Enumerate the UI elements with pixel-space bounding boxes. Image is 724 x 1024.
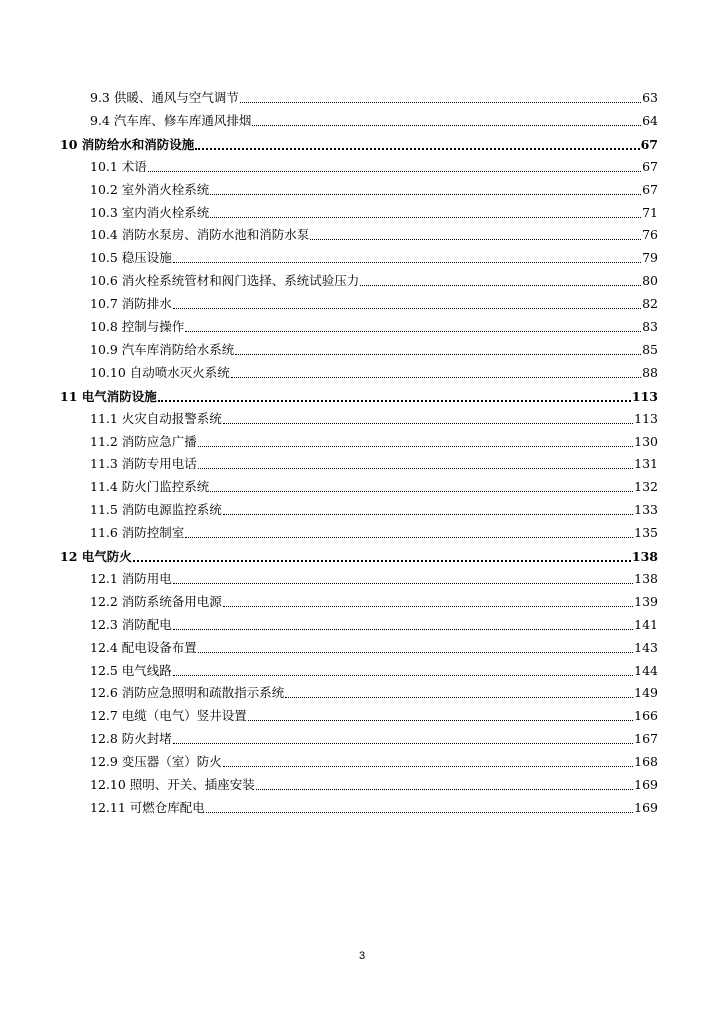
- toc-entry-page: 149: [634, 685, 658, 701]
- dot-leader: [195, 136, 639, 150]
- toc-chapter-entry[interactable]: [60, 388, 658, 405]
- toc-entry-title: 12.11 可燃仓库配电: [90, 799, 205, 815]
- toc-entry-title: 11.1 火灾自动报警系统: [90, 410, 222, 426]
- dot-leader: [231, 365, 641, 378]
- toc-entry-page: 85: [642, 341, 658, 357]
- toc-entry-page: 166: [634, 708, 658, 724]
- toc-entry-page: 88: [642, 364, 658, 380]
- dot-leader: [223, 754, 633, 767]
- toc-section-entry[interactable]: [90, 342, 658, 358]
- toc-section-entry[interactable]: [90, 525, 658, 541]
- toc-entry-page: 67: [640, 136, 658, 152]
- toc-section-entry[interactable]: [90, 365, 658, 381]
- dot-leader: [223, 411, 633, 424]
- toc-entry-title: 12.8 防火封堵: [90, 731, 172, 747]
- toc-entry-title: 11 电气消防设施: [60, 388, 157, 404]
- dot-leader: [198, 640, 633, 653]
- toc-entry-title: 11.2 消防应急广播: [90, 433, 197, 449]
- toc-section-entry[interactable]: [90, 640, 658, 656]
- toc-entry-title: 12.1 消防用电: [90, 570, 172, 586]
- toc-entry-page: 135: [634, 525, 658, 541]
- toc-entry-page: 83: [642, 319, 658, 334]
- toc-entry-page: 169: [634, 777, 658, 792]
- toc-section-entry[interactable]: [90, 411, 658, 427]
- toc-section-entry[interactable]: [90, 479, 658, 495]
- dot-leader: [173, 571, 633, 584]
- dot-leader: [148, 159, 641, 172]
- toc-entry-title: 10.8 控制与操作: [90, 319, 185, 334]
- toc-entry-page: 143: [634, 639, 658, 655]
- toc-entry-page: 139: [634, 593, 658, 609]
- toc-section-entry[interactable]: [90, 113, 658, 129]
- toc-entry-page: 76: [642, 227, 658, 243]
- toc-section-entry[interactable]: [90, 617, 658, 633]
- dot-leader: [285, 685, 633, 698]
- dot-leader: [173, 617, 633, 630]
- toc-entry-title: 11.6 消防控制室: [90, 525, 185, 541]
- toc-entry-page: 169: [634, 799, 658, 815]
- toc-entry-title: 10.9 汽车库消防给水系统: [90, 341, 235, 357]
- toc-entry-page: 64: [642, 112, 658, 128]
- dot-leader: [185, 319, 641, 332]
- toc-entry-page: 168: [634, 754, 658, 770]
- toc-entry-title: 10.7 消防排水: [90, 296, 172, 312]
- toc-entry-title: 12 电气防火: [60, 549, 132, 564]
- toc-section-entry[interactable]: [90, 708, 658, 724]
- toc-chapter-entry[interactable]: [60, 136, 658, 153]
- toc-entry-page: 80: [642, 273, 658, 289]
- toc-entry-title: 9.3 供暖、通风与空气调节: [90, 90, 239, 105]
- dot-leader: [158, 388, 631, 402]
- toc-entry-page: 133: [634, 502, 658, 518]
- toc-section-entry[interactable]: [90, 434, 658, 450]
- toc-entry-title: 11.3 消防专用电话: [90, 456, 197, 472]
- toc-entry-title: 12.2 消防系统备用电源: [90, 593, 222, 609]
- dot-leader: [223, 502, 633, 515]
- toc-entry-page: 130: [634, 433, 658, 449]
- toc-entry-title: 12.4 配电设备布置: [90, 639, 197, 655]
- dot-leader: [360, 273, 641, 286]
- dot-leader: [248, 708, 633, 721]
- toc-entry-page: 67: [642, 181, 658, 197]
- toc-section-entry[interactable]: [90, 90, 658, 106]
- toc-section-entry[interactable]: [90, 685, 658, 701]
- toc-section-entry[interactable]: [90, 159, 658, 175]
- toc-section-entry[interactable]: [90, 205, 658, 221]
- toc-entry-title: 10.2 室外消火栓系统: [90, 181, 210, 197]
- toc-section-entry[interactable]: [90, 502, 658, 518]
- toc-entry-page: 138: [631, 549, 658, 564]
- toc-section-entry[interactable]: [90, 571, 658, 587]
- toc-entry-title: 11.5 消防电源监控系统: [90, 502, 222, 518]
- toc-entry-page: 113: [631, 388, 658, 404]
- dot-leader: [310, 227, 641, 240]
- toc-section-entry[interactable]: [90, 456, 658, 472]
- toc-entry-title: 10.4 消防水泵房、消防水池和消防水泵: [90, 227, 310, 243]
- toc-entry-title: 10.1 术语: [90, 158, 147, 174]
- toc-entry-title: 12.5 电气线路: [90, 662, 172, 678]
- dot-leader: [173, 250, 641, 263]
- toc-entry-page: 63: [642, 90, 658, 105]
- toc-section-entry[interactable]: [90, 663, 658, 679]
- dot-leader: [206, 800, 633, 813]
- dot-leader: [173, 663, 633, 676]
- toc-entry-title: 12.6 消防应急照明和疏散指示系统: [90, 685, 285, 701]
- toc-section-entry[interactable]: [90, 800, 658, 816]
- page-number: 3: [358, 950, 366, 962]
- toc-section-entry[interactable]: [90, 319, 658, 335]
- dot-leader: [235, 342, 641, 355]
- dot-leader: [223, 594, 633, 607]
- dot-leader: [173, 296, 641, 309]
- toc-entry-title: 12.7 电缆（电气）竖井设置: [90, 708, 247, 724]
- toc-entry-title: 12.3 消防配电: [90, 616, 172, 632]
- dot-leader: [198, 434, 633, 447]
- toc-section-entry[interactable]: [90, 273, 658, 289]
- toc-entry-title: 10.10 自动喷水灭火系统: [90, 364, 230, 380]
- toc-entry-page: 138: [634, 570, 658, 586]
- toc-chapter-entry[interactable]: [60, 548, 658, 565]
- toc-entry-title: 12.9 变压器（室）防火: [90, 754, 222, 770]
- toc-entry-title: 11.4 防火门监控系统: [90, 479, 210, 495]
- toc-section-entry[interactable]: [90, 754, 658, 770]
- toc-entry-page: 141: [634, 616, 658, 632]
- toc-section-entry[interactable]: [90, 731, 658, 747]
- toc-entry-page: 144: [634, 662, 658, 678]
- dot-leader: [185, 525, 633, 538]
- toc-section-entry[interactable]: [90, 594, 658, 610]
- toc-section-entry[interactable]: [90, 296, 658, 312]
- toc-section-entry[interactable]: [90, 182, 658, 198]
- toc-entry-page: 79: [642, 250, 658, 266]
- toc-entry-title: 12.10 照明、开关、插座安装: [90, 777, 255, 792]
- toc-entry-title: 10 消防给水和消防设施: [60, 136, 195, 152]
- dot-leader: [210, 479, 633, 492]
- toc-entry-title: 10.5 稳压设施: [90, 250, 172, 266]
- toc-entry-page: 67: [642, 158, 658, 174]
- toc-entry-page: 82: [642, 296, 658, 312]
- toc-entry-page: 132: [634, 479, 658, 495]
- dot-leader: [210, 205, 641, 218]
- toc-entry-title: 9.4 汽车库、修车库通风排烟: [90, 112, 252, 128]
- dot-leader: [173, 731, 633, 744]
- toc-entry-page: 113: [634, 410, 658, 426]
- dot-leader: [198, 456, 633, 469]
- dot-leader: [133, 548, 631, 562]
- toc-section-entry[interactable]: [90, 227, 658, 243]
- dot-leader: [252, 113, 641, 126]
- toc-section-entry[interactable]: [90, 250, 658, 266]
- toc-entry-page: 71: [642, 204, 658, 220]
- toc-entry-page: 131: [634, 456, 658, 472]
- dot-leader: [256, 777, 633, 790]
- dot-leader: [240, 90, 641, 103]
- toc-entry-page: 167: [634, 731, 658, 747]
- toc-entry-title: 10.3 室内消火栓系统: [90, 204, 210, 220]
- toc-section-entry[interactable]: [90, 777, 658, 793]
- toc-entry-title: 10.6 消火栓系统管材和阀门选择、系统试验压力: [90, 273, 360, 289]
- dot-leader: [210, 182, 641, 195]
